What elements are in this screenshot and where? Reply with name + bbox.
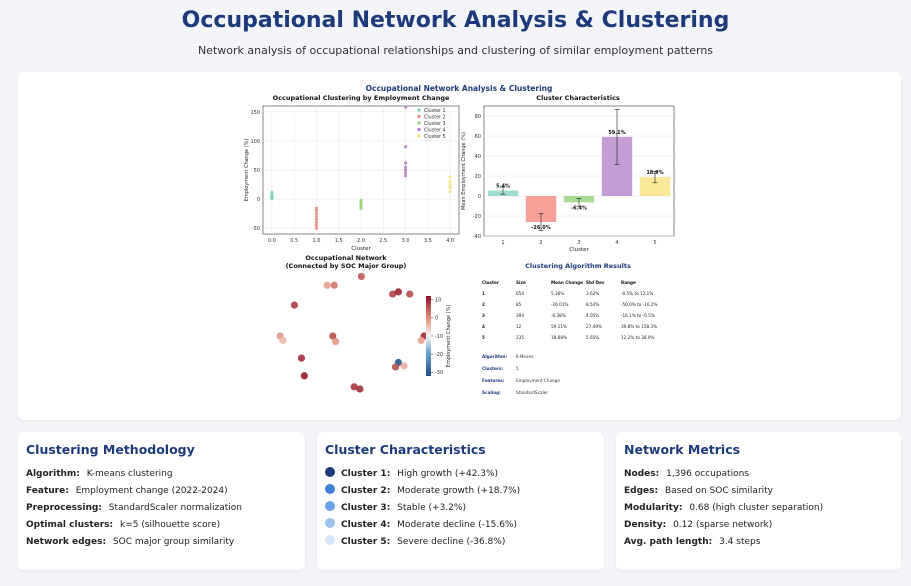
scatter-point [315,221,318,224]
network-node [406,290,413,297]
network-node [356,385,363,392]
table-cell: 85 [516,302,522,307]
table-cell: -0.5% to 12.1% [621,291,654,296]
table-cell: -6.38% [551,313,566,318]
methodology-title: Clustering Methodology [26,442,195,457]
bar-x-tick-label: 5 [653,240,657,246]
figure-suptitle: Occupational Network Analysis & Clustering [365,84,553,93]
row-value: 0.68 (high cluster separation) [689,503,824,513]
network-node [279,337,286,344]
cluster-color-dot [325,501,335,511]
bar-y-tick-label: 20 [474,174,481,180]
legend-marker [417,134,420,137]
scatter-point [448,190,451,193]
table-header-cell: Std Dev [586,280,605,285]
row-label: Cluster 2: [341,486,391,496]
row-value: SOC major group similarity [112,537,235,547]
bar-y-tick-label: 80 [474,114,481,120]
legend-marker [417,108,420,111]
table-cell: 235 [516,335,524,340]
bar-value-label: -26.0% [531,225,551,231]
bar-x-tick-label: 2 [539,240,543,246]
table-cell: 5.65% [586,335,600,340]
scatter-x-tick-label: 3.5 [423,238,432,244]
table-cell: -50.0% to -16.2% [621,302,658,307]
network-title-line-1: Occupational Network [305,254,387,262]
scatter-point [359,207,362,210]
cluster-color-dot [325,484,335,494]
meta-value: K-Means [516,354,534,359]
legend-label: Cluster 1 [424,108,446,114]
methodology-row [26,517,297,534]
cluster-color-dot [325,518,335,528]
scatter-y-tick-label: 150 [250,109,260,116]
row-value: k=5 (silhouette score) [120,520,221,530]
methodology-row [26,466,297,483]
cluster-row [325,500,596,517]
colorbar [426,296,431,376]
bar-y-tick-label: 60 [474,134,481,140]
scatter-point [404,168,407,171]
row-label: Optimal clusters: [26,520,114,530]
network-node [332,338,339,345]
page-title: Occupational Network Analysis & Clustering [181,8,730,33]
bar-value-label: 5.4% [496,183,510,190]
metric-row [624,517,893,534]
colorbar-tick-label: 10 [435,297,442,304]
scatter-point [315,209,318,212]
row-label: Algorithm: [26,469,80,479]
legend-label: Cluster 4 [424,128,446,134]
table-cell: 39.8% to 158.3% [621,324,658,329]
table-cell: 2 [482,302,485,307]
scatter-point [404,171,407,174]
methodology-row [26,534,297,551]
row-value: Moderate growth (+18.7%) [397,486,521,496]
figure-card [18,72,901,420]
colorbar-label: Employment Change (%) [446,304,452,368]
scatter-y-tick-label: 0 [256,197,260,204]
scatter-point [404,165,407,168]
table-cell: 4.05% [586,313,600,318]
network-node [418,337,425,344]
network-node [291,302,298,309]
bar-x-tick-label: 3 [577,240,581,246]
meta-value: Employment Change [516,378,560,383]
scatter-y-tick-label: -50 [251,226,260,233]
row-label: Feature: [26,486,69,496]
table-cell: 394 [516,313,524,318]
metric-row [624,534,893,551]
bar-y-tick-label: -20 [472,214,481,220]
row-value: K-means clustering [86,469,173,479]
row-label: Cluster 5: [341,537,391,547]
row-label: Preprocessing: [26,503,102,513]
table-title: Clustering Algorithm Results [525,262,631,270]
table-cell: 5.36% [551,291,565,296]
row-value: Employment change (2022-2024) [75,486,228,496]
legend-label: Cluster 3 [424,121,446,127]
bar-y-tick-label: 0 [477,194,481,200]
legend-label: Cluster 5 [424,134,446,140]
methodology-row [26,500,297,517]
bar-title: Cluster Characteristics [536,94,620,102]
scatter-y-tick-label: 50 [253,168,260,174]
network-node [331,282,338,289]
table-header-cell: Cluster [482,280,499,285]
network-metrics-card [616,432,901,570]
colorbar-tick-label: -30 [435,370,444,377]
meta-value: StandardScaler [516,390,549,395]
row-label: Avg. path length: [624,537,713,547]
table-header-cell: Mean Change [551,280,583,285]
table-cell: 12.2% to 38.0% [621,335,655,340]
cluster-row [325,483,596,500]
legend-marker [417,115,420,118]
table-cell: -26.01% [551,302,569,307]
meta-label: Features: [482,378,505,383]
row-label: Cluster 1: [341,469,391,479]
scatter-point [315,215,318,218]
page-subtitle: Network analysis of occupational relationships and clustering of similar employment patterns [197,44,714,57]
scatter-ylabel: Employment Change (%) [244,138,250,202]
meta-label: Scaling: [482,390,501,395]
cluster-color-dot [325,535,335,545]
table-cell: 5 [482,335,485,340]
legend-label: Cluster 2 [424,115,446,121]
row-label: Nodes: [624,469,660,479]
scatter-point [404,106,407,109]
row-value: Severe decline (-36.8%) [397,537,506,547]
clustering-scatter-panel [244,94,459,252]
scatter-point [404,161,407,164]
network-node [301,372,308,379]
row-label: Cluster 4: [341,520,391,530]
cluster-row [325,466,596,483]
cluster-characteristics-panel [461,94,674,253]
scatter-point [448,180,451,183]
row-value: High growth (+42.3%) [397,469,499,479]
network-node [401,362,408,369]
colorbar-tick-label: -20 [435,351,444,358]
methodology-row [26,483,297,500]
scatter-point [404,174,407,177]
table-cell: 59.11% [551,324,567,329]
network-node [298,355,305,362]
table-cell: 1 [482,291,485,296]
table-cell: -16.1% to -0.5% [621,313,655,318]
table-header-cell: Size [516,280,526,285]
characteristics-title: Cluster Characteristics [325,442,486,457]
table-cell: 18.88% [551,335,567,340]
scatter-xlabel: Cluster [351,246,371,252]
meta-label: Algorithm: [482,354,508,359]
scatter-point [448,183,451,186]
bar-x-tick-label: 1 [501,240,505,246]
legend-marker [417,121,420,124]
scatter-point [270,197,273,200]
table-cell: 4 [482,324,485,329]
metric-row [624,483,893,500]
bar-value-label: -6.4% [571,205,587,212]
network-metrics-title: Network Metrics [624,442,741,457]
scatter-x-tick-label: 3.0 [401,238,410,244]
network-node [358,273,365,280]
characteristics-card [317,432,604,570]
scatter-title: Occupational Clustering by Employment Change [272,94,450,102]
scatter-point [315,227,318,230]
scatter-point [448,186,451,189]
scatter-point [270,191,273,194]
row-value: StandardScaler normalization [108,503,242,513]
row-value: Stable (+3.2%) [397,503,466,513]
bar-y-tick-label: -40 [472,234,481,240]
methodology-card [18,432,305,570]
scatter-point [315,218,318,221]
row-label: Density: [624,520,667,530]
table-cell: 8.54% [586,302,600,307]
row-value: 0.12 (sparse network) [673,520,773,530]
bar-x-tick-label: 4 [615,240,619,246]
scatter-legend [417,108,445,140]
bar-xlabel: Cluster [569,247,589,253]
scatter-point [315,212,318,215]
bar-ylabel: Mean Employment Change (%) [461,132,467,210]
row-label: Modularity: [624,503,683,513]
scatter-x-tick-label: 1.0 [312,238,321,244]
meta-label: Clusters: [482,366,504,371]
cluster-row [325,517,596,534]
cluster-row [325,534,596,551]
analysis-figure [18,72,901,420]
metric-row [624,500,893,517]
colorbar-tick-label: -10 [435,333,444,340]
table-cell: 3.62% [586,291,600,296]
occupational-network-panel [277,254,452,393]
row-label: Network edges: [26,537,107,547]
bar-value-label: 18.9% [646,170,664,177]
scatter-x-tick-label: 4.0 [446,238,455,244]
scatter-point [448,175,451,178]
colorbar-tick-label: 0 [435,315,439,322]
scatter-x-tick-label: 0.5 [290,238,299,244]
row-value: 3.4 steps [719,537,761,547]
row-label: Edges: [624,486,659,496]
row-value: Based on SOC similarity [664,486,773,496]
scatter-point [404,145,407,148]
scatter-x-tick-label: 0.0 [267,238,276,244]
table-header-cell: Range [621,280,636,285]
metric-row [624,466,893,483]
table-cell: 654 [516,291,524,296]
row-label: Cluster 3: [341,503,391,513]
row-value: Moderate decline (-15.6%) [397,520,517,530]
scatter-point [315,224,318,227]
cluster-color-dot [325,467,335,477]
network-node [395,288,402,295]
network-node [324,282,331,289]
meta-value: 5 [516,366,519,371]
network-title-line-2: (Connected by SOC Major Group) [285,262,407,270]
scatter-x-tick-label: 1.5 [334,238,343,244]
bar-y-tick-label: 40 [474,154,481,160]
row-value: 1,396 occupations [666,469,749,479]
algorithm-results-panel [482,262,658,395]
table-cell: 3 [482,313,485,318]
legend-marker [417,128,420,131]
scatter-y-tick-label: 100 [250,138,260,145]
scatter-x-tick-label: 2.0 [357,238,365,244]
bar-value-label: 59.1% [608,129,626,136]
table-cell: 27.49% [586,324,602,329]
scatter-x-tick-label: 2.5 [379,238,388,244]
network-node [392,363,399,370]
table-cell: 12 [516,324,522,329]
